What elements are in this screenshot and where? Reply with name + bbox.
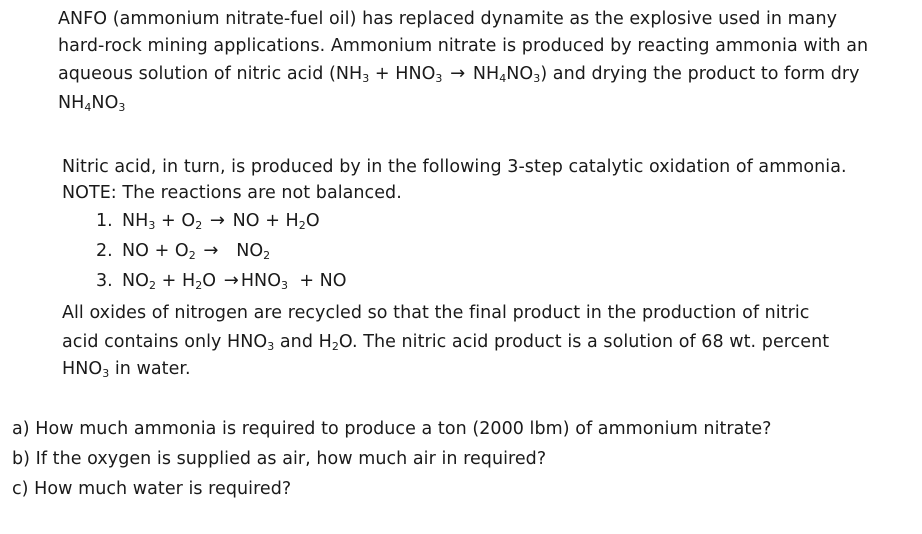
step-3-reactant-b-tail: O [202,271,217,291]
subscript: 3 [102,367,110,380]
intro-line-4-b: NO [91,93,119,113]
step-1-reactant-a: NH [122,211,149,231]
intro-line-1: ANFO (ammonium nitrate-fuel oil) has replaced dynamite as the explosive used in many [58,9,838,29]
recycle-line-2 [62,331,829,353]
reaction-step-1 [96,210,320,232]
step-1-product-a: NO [232,211,260,231]
arrow-icon: → [203,240,219,261]
subscript: 3 [362,72,370,85]
recycle-line-1: All oxides of nitrogen are recycled so that the final product in the production of nitric [62,303,810,323]
intro-line-4 [58,92,125,114]
arrow-icon: → [223,270,239,291]
subscript: 4 [84,101,92,114]
subscript: 3 [148,219,156,232]
subscript: 3 [281,279,289,292]
recycle-line-2-a: acid contains only HNO [62,332,268,352]
intro-line-3-product-2: NO [506,64,534,84]
step-1-reactant-b: + O [155,211,196,231]
intro-line-3-text: aqueous solution of nitric acid (NH [58,64,363,84]
recycle-line-3-a: HNO [62,359,103,379]
step-3-product-a: HNO [240,271,282,291]
subscript: 2 [331,340,339,353]
intro-line-3-plus: + HNO [369,64,436,84]
reaction-step-2 [96,240,270,262]
subscript: 3 [267,340,275,353]
recycle-line-2-b: and H [274,332,332,352]
arrow-icon: → [450,63,466,84]
subscript: 3 [435,72,443,85]
subscript: 3 [118,101,126,114]
subscript: 2 [195,279,203,292]
subscript: 2 [188,249,196,262]
intro-line-3-tail: ) and drying the product to form dry [540,64,860,84]
step-3-reactant-a: NO [122,271,149,291]
step-2-reactant-b: + O [148,241,189,261]
step-number: 2. [96,241,113,261]
intro-line-2: hard-rock mining applications. Ammonium nitrate is produced by reacting ammonia with an [58,36,869,56]
step-number: 3. [96,271,113,291]
step-2-reactant-a: NO [122,241,149,261]
step-2-product-a: NO [236,241,264,261]
intro-line-4-a: NH [58,93,85,113]
step-1-product-b-tail: O [305,211,320,231]
step-number: 1. [96,211,113,231]
question-c: c) How much water is required? [12,479,292,499]
reaction-step-3 [96,270,347,292]
process-line-1: Nitric acid, in turn, is produced by in the following 3-step catalytic oxidation of ammonia. [62,157,847,177]
subscript: 2 [148,279,157,292]
step-3-reactant-b: + H [156,271,196,291]
question-b: b) If the oxygen is supplied as air, how much air in required? [12,449,547,469]
step-1-product-b: + H [259,211,299,231]
process-note: NOTE: The reactions are not balanced. [62,183,402,203]
recycle-line-3-b: in water. [109,359,191,379]
subscript: 3 [533,72,541,85]
intro-line-3-product: NH [467,64,500,84]
step-3-product-b: + NO [288,271,347,291]
subscript: 4 [499,72,507,85]
subscript: 2 [195,219,203,232]
arrow-icon: → [209,210,226,231]
recycle-line-3 [62,358,191,380]
subscript: 2 [263,249,271,262]
recycle-line-2-c: O. The nitric acid product is a solution of 68 wt. percent [338,332,830,352]
intro-line-3 [58,63,860,85]
question-a: a) How much ammonia is required to produce a ton (2000 lbm) of ammonium nitrate? [12,419,772,439]
subscript: 2 [298,219,306,232]
